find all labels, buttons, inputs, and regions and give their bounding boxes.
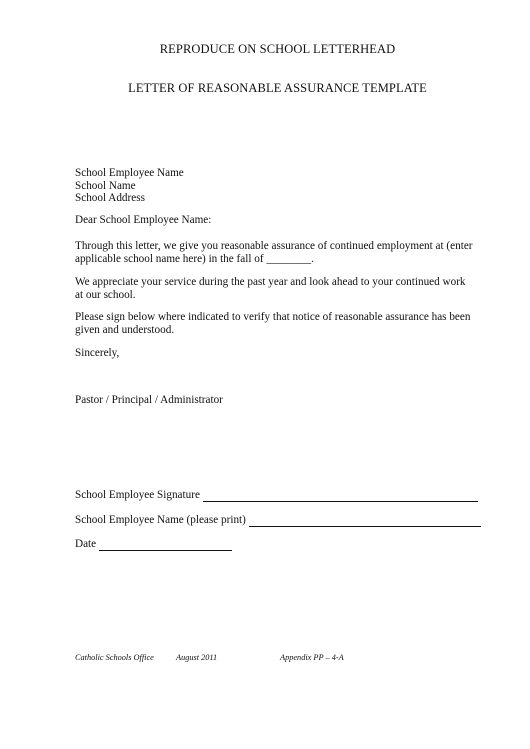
recipient-address-block [75, 167, 475, 205]
paragraph-sign-instruction: Please sign below where indicated to verify that notice of reasonable assurance has been given and understood. [75, 311, 471, 336]
address-line-school-name: School Name [75, 179, 136, 192]
employee-name-line[interactable] [249, 516, 481, 527]
letterhead-instruction: REPRODUCE ON SCHOOL LETTERHEAD [159, 42, 396, 56]
footer-date: August 2011 [176, 653, 218, 662]
employee-name-field[interactable] [75, 514, 481, 527]
document-title: LETTER OF REASONABLE ASSURANCE TEMPLATE [128, 81, 427, 95]
employee-signature-line[interactable] [203, 491, 478, 502]
address-line-employee-name: School Employee Name [75, 167, 184, 179]
date-field[interactable] [75, 538, 232, 551]
footer-office: Catholic Schools Office [75, 653, 154, 662]
paragraph-appreciation: We appreciate your service during the past year and look ahead to your continued work at our school. [75, 276, 466, 301]
paragraph-assurance: Through this letter, we give you reasonable assurance of continued employment at (enter applicable school name here) in the fall of ________. [75, 240, 473, 265]
salutation: Dear School Employee Name: [75, 214, 212, 226]
employee-name-label: School Employee Name (please print) [75, 514, 246, 526]
closing: Sincerely, [75, 347, 120, 359]
date-line[interactable] [99, 540, 232, 551]
footer-appendix: Appendix PP – 4-A [280, 653, 344, 662]
signer-title: Pastor / Principal / Administrator [75, 394, 223, 406]
address-line-school-address: School Address [75, 192, 145, 204]
employee-signature-field[interactable] [75, 489, 478, 502]
employee-signature-label: School Employee Signature [75, 489, 200, 501]
date-label: Date [75, 538, 97, 550]
